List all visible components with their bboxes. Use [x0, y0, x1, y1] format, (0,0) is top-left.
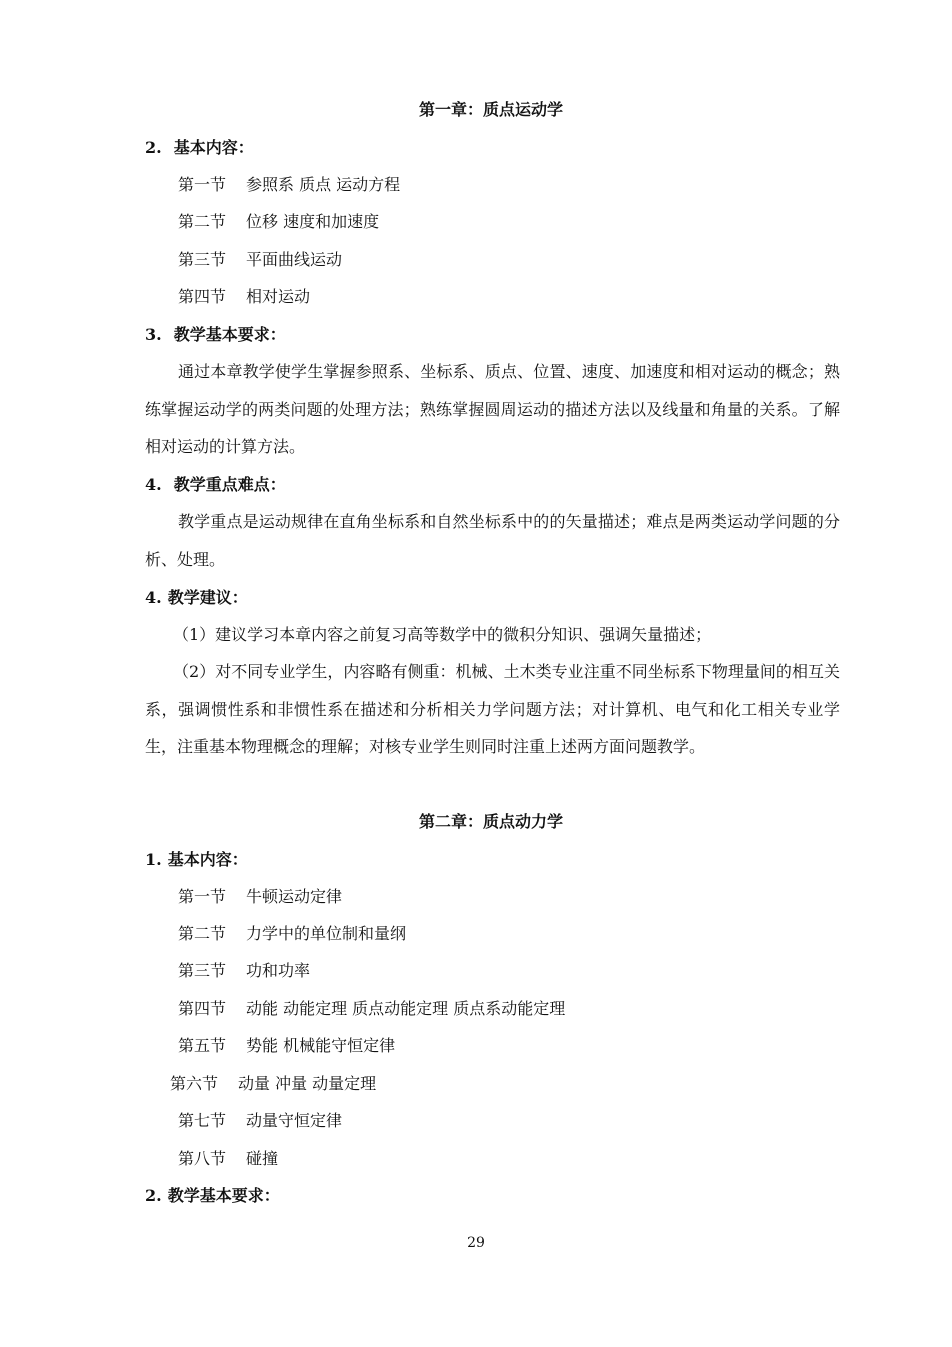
- chapter2-section-1: [178, 887, 342, 907]
- section-text: 平面曲线运动: [246, 250, 343, 269]
- heading-label: 基本内容：: [167, 850, 248, 869]
- heading-label: 教学基本要求：: [167, 1186, 280, 1205]
- section-text: 相对运动: [246, 287, 311, 306]
- chapter1-keypoints-heading: [145, 475, 286, 495]
- chapter2-section-5: [178, 1036, 395, 1056]
- chapter1-section-2: [178, 212, 379, 232]
- section-number: 第三节: [178, 961, 227, 980]
- section-number: 第五节: [178, 1036, 227, 1055]
- section-number: 第二节: [178, 924, 227, 943]
- chapter1-requirements-text: 通过本章教学使学生掌握参照系、坐标系、质点、位置、速度、加速度和相对运动的概念；熟练掌握运动学的两类问题的处理方法；熟练掌握圆周运动的描述方法以及线量和角量的关系。了解相对运动的计算方法。: [145, 362, 840, 456]
- chapter1-suggestion-2: （2）对不同专业学生，内容略有侧重：机械、土木类专业注重不同坐标系下物理量间的相互关系，强调惯性系和非惯性系在描述和分析相关力学问题方法；对计算机、电气和化工相关专业学生，注重基本物理概念的理解；对核专业学生则同时注重上述两方面问题教学。: [145, 662, 840, 756]
- chapter2-content-heading: [145, 850, 248, 870]
- section-number: 第三节: [178, 250, 227, 269]
- section-number: 第一节: [178, 887, 227, 906]
- chapter1-content-heading: [145, 138, 254, 158]
- chapter1-suggestions-heading: [145, 588, 248, 608]
- chapter2-requirements-heading: [145, 1186, 280, 1206]
- heading-label: 教学基本要求：: [173, 325, 286, 344]
- section-text: 力学中的单位制和量纲: [246, 924, 407, 943]
- heading-number: 1.: [145, 850, 162, 869]
- chapter2-section-6: [170, 1074, 376, 1094]
- section-text: 势能 机械能守恒定律: [246, 1036, 396, 1055]
- section-number: 第二节: [178, 212, 227, 231]
- chapter1-section-1: [178, 175, 400, 195]
- chapter1-suggestion-1: （1）建议学习本章内容之前复习高等数学中的微积分知识、强调矢量描述；: [173, 625, 712, 644]
- heading-label: 教学重点难点：: [173, 475, 286, 494]
- section-text: 牛顿运动定律: [246, 887, 343, 906]
- section-text: 动量守恒定律: [246, 1111, 343, 1130]
- section-text: 位移 速度和加速度: [246, 212, 380, 231]
- chapter2-section-7: [178, 1111, 342, 1131]
- section-number: 第一节: [178, 175, 227, 194]
- chapter2-section-4: [178, 999, 565, 1019]
- heading-label: 教学建议：: [167, 588, 248, 607]
- heading-number: 2.: [145, 1186, 162, 1205]
- chapter2-section-2: [178, 924, 406, 944]
- page-number: 29: [467, 1235, 485, 1251]
- chapter1-section-4: [178, 287, 310, 307]
- heading-number: 4.: [145, 588, 162, 607]
- chapter1-keypoints-text: 教学重点是运动规律在直角坐标系和自然坐标系中的的矢量描述；难点是两类运动学问题的分析、处理。: [145, 512, 840, 569]
- section-number: 第四节: [178, 999, 227, 1018]
- heading-label: 基本内容：: [173, 138, 254, 157]
- section-number: 第七节: [178, 1111, 227, 1130]
- chapter2-title: 第二章：质点动力学: [418, 812, 563, 831]
- section-text: 碰撞: [246, 1149, 279, 1168]
- heading-number: 4.: [145, 475, 162, 494]
- heading-number: 3.: [145, 325, 162, 344]
- section-text: 功和功率: [246, 961, 311, 980]
- section-text: 动能 动能定理 质点动能定理 质点系动能定理: [246, 999, 566, 1018]
- section-text: 参照系 质点 运动方程: [246, 175, 401, 194]
- chapter1-title: 第一章：质点运动学: [418, 100, 563, 119]
- section-text: 动量 冲量 动量定理: [238, 1074, 377, 1093]
- section-number: 第六节: [170, 1074, 219, 1093]
- heading-number: 2.: [145, 138, 162, 157]
- section-number: 第四节: [178, 287, 227, 306]
- chapter1-section-3: [178, 250, 342, 270]
- chapter2-section-8: [178, 1149, 278, 1169]
- section-number: 第八节: [178, 1149, 227, 1168]
- chapter1-requirements-heading: [145, 325, 286, 345]
- chapter2-section-3: [178, 961, 310, 981]
